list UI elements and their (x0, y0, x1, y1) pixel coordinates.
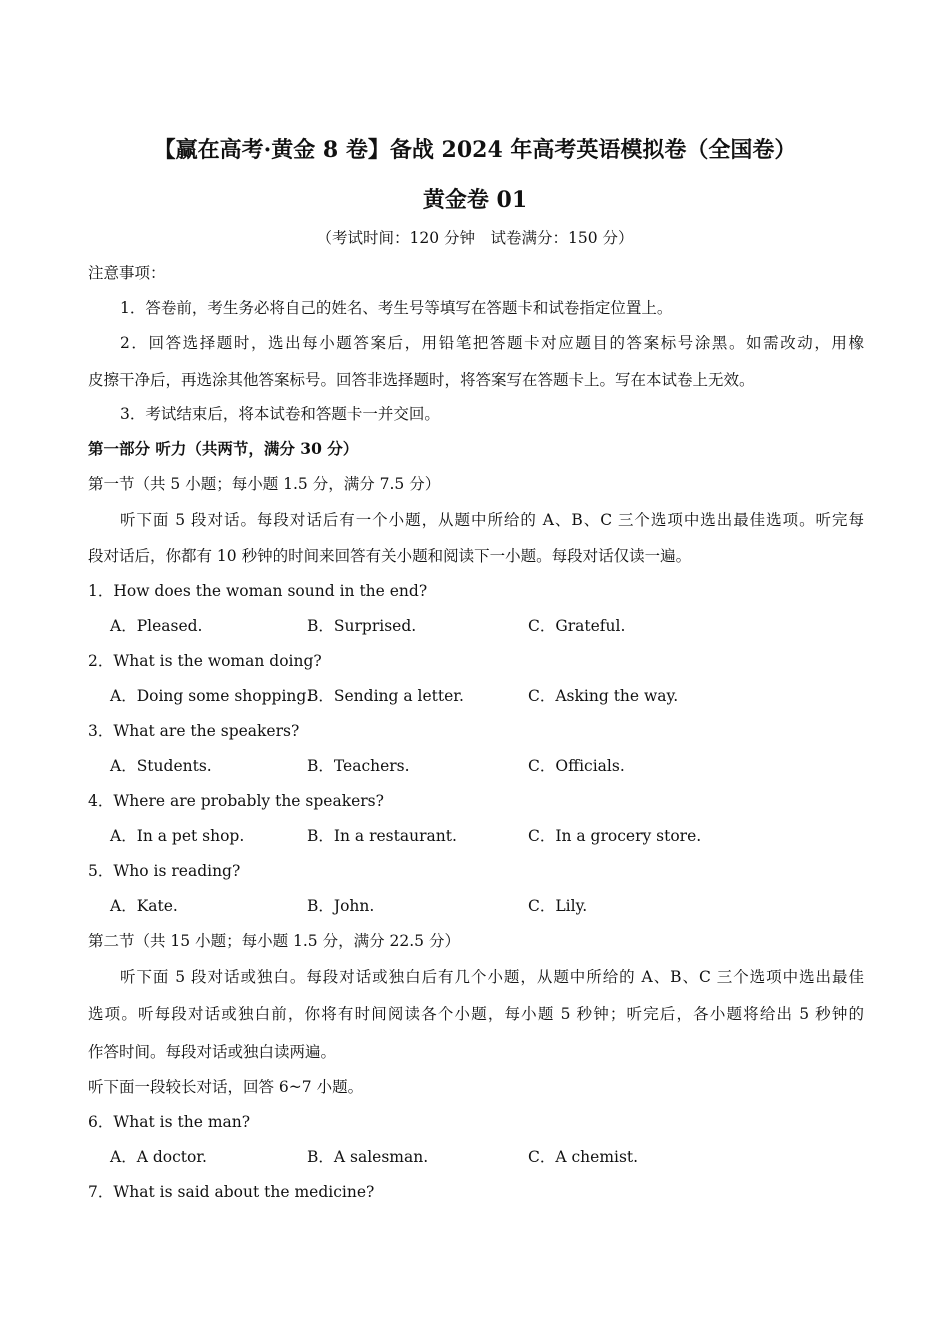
option-c: C．Grateful. (528, 617, 626, 635)
option-b: B．Sending a letter. (307, 687, 464, 705)
notice-heading: 注意事项： (88, 264, 166, 282)
section2-instructions-line-1: 听下面 5 段对话或独白。每段对话或独白后有几个小题，从题中所给的 A、B、C 三个选项中选出最佳 (120, 968, 864, 986)
question-stem: 2．What is the woman doing? (88, 652, 322, 670)
option-a: A．In a pet shop. (110, 827, 245, 845)
option-b: B．In a restaurant. (307, 827, 457, 845)
option-c: C．In a grocery store. (528, 827, 702, 845)
notice-item-1: 1．答卷前，考生务必将自己的姓名、考生号等填写在答题卡和试卷指定位置上。 (120, 299, 673, 317)
question-stem: 7．What is said about the medicine? (88, 1183, 375, 1201)
question-stem: 6．What is the man? (88, 1113, 251, 1131)
section2-instructions-line-3: 作答时间。每段对话或独白读两遍。 (88, 1043, 337, 1061)
option-c: C．Officials. (528, 757, 625, 775)
option-c: C．A chemist. (528, 1148, 639, 1166)
section1-instructions-line-1: 听下面 5 段对话。每段对话后有一个小题，从题中所给的 A、B、C 三个选项中选出最佳选项。听完每 (120, 511, 864, 529)
option-a: A．Pleased. (110, 617, 203, 635)
question-stem: 3．What are the speakers? (88, 722, 300, 740)
option-b: B．Surprised. (307, 617, 417, 635)
dialogue-intro: 听下面一段较长对话，回答 6~7 小题。 (88, 1078, 364, 1096)
option-a: A．Kate. (110, 897, 178, 915)
option-b: B．A salesman. (307, 1148, 429, 1166)
exam-subtitle: 黄金卷 01 (422, 187, 528, 213)
question-stem: 4．Where are probably the speakers? (88, 792, 384, 810)
section1-heading: 第一节（共 5 小题；每小题 1.5 分，满分 7.5 分） (88, 475, 441, 493)
exam-title: 【赢在高考·黄金 8 卷】备战 2024 年高考英语模拟卷（全国卷） (153, 137, 797, 163)
exam-info: （考试时间：120 分钟 试卷满分：150 分） (316, 229, 634, 247)
part1-heading: 第一部分 听力（共两节，满分 30 分） (88, 439, 359, 458)
section1-instructions-line-2: 段对话后，你都有 10 秒钟的时间来回答有关小题和阅读下一小题。每段对话仅读一遍。 (88, 547, 692, 565)
notice-item-2-line-2: 皮擦干净后，再选涂其他答案标号。回答非选择题时，将答案写在答题卡上。写在本试卷上无效。 (88, 371, 755, 389)
notice-item-3: 3．考试结束后，将本试卷和答题卡一并交回。 (120, 405, 440, 423)
option-c: C．Asking the way. (528, 687, 679, 705)
notice-item-2-line-1: 2．回答选择题时，选出每小题答案后，用铅笔把答题卡对应题目的答案标号涂黑。如需改动，用橡 (120, 334, 864, 352)
question-stem: 1．How does the woman sound in the end? (88, 582, 428, 600)
section2-heading: 第二节（共 15 小题；每小题 1.5 分，满分 22.5 分） (88, 932, 460, 950)
option-c: C．Lily. (528, 897, 588, 915)
option-b: B．Teachers. (307, 757, 410, 775)
option-a: A．Doing some shopping. (110, 687, 312, 705)
option-a: A．Students. (110, 757, 212, 775)
question-stem: 5．Who is reading? (88, 862, 241, 880)
section2-instructions-line-2: 选项。听每段对话或独白前，你将有时间阅读各个小题，每小题 5 秒钟；听完后，各小题将给出 5 秒钟的 (88, 1005, 864, 1023)
option-a: A．A doctor. (110, 1148, 207, 1166)
option-b: B．John. (307, 897, 375, 915)
